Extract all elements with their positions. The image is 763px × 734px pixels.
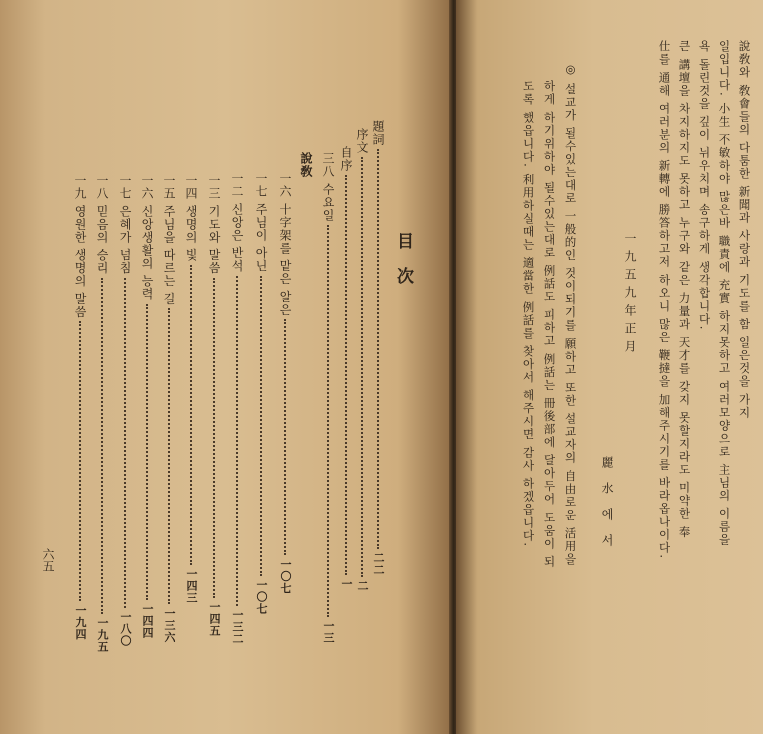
toc-entry[interactable]: 一三 기도와 말씀一四五 xyxy=(207,174,221,637)
preface-page xyxy=(456,0,763,734)
toc-entry[interactable]: 一六 신앙생활의 능력一四四 xyxy=(140,174,154,639)
toc-entry[interactable]: 一九 영원한 생명의 말씀一九四 xyxy=(73,174,87,641)
preface-paragraph: 큰 講壇을 차지하지도 못하고 누구와 같은 力量과 天才를 갖지 못할지라도 미약한 奉 xyxy=(677,40,692,539)
preface-paragraph: 욕 돌린것을 깊이 뉘우치며 송구하게 생각합니다. xyxy=(697,40,712,331)
preface-paragraph: 仕를 通해 여러분의 新轉에 勝答하고저 하오니 많은 鞭撻을 加해주시기를 바라옵나이다. xyxy=(657,40,672,560)
preface-note: 도록 했읍니다. 利用하실때는 適當한 例話를 찾아서 해주시면 감사 하겠읍니다. xyxy=(521,80,536,548)
toc-entry[interactable]: 一四 생명의 빛一四三 xyxy=(184,174,198,604)
toc-section-title: 說敎 xyxy=(299,152,313,178)
page-number: 六五 xyxy=(41,548,55,572)
preface-paragraph: 說敎와 敎會들의 다툼한 新聞과 사랑과 기도를 함 일은것을 가지 xyxy=(737,40,752,420)
toc-entry[interactable]: 序文二 xyxy=(355,128,369,592)
toc-entry[interactable]: 一六 十字架를 맡은 알은一〇七 xyxy=(278,172,292,595)
toc-entry[interactable]: 一二 신앙은 반석一三二 xyxy=(230,172,244,645)
preface-note: ◎ 설교가 될수있는대로 一般的인 것이되기를 願하고 또한 설교자의 自由로운 活用을 xyxy=(563,62,578,566)
toc-entry[interactable]: 三八 수요일一三 xyxy=(321,152,335,644)
preface-note: 하게 하기위하야 될수있는대로 例話도 피하고 例話는 冊後部에 달아두어 도움이 되 xyxy=(542,80,557,569)
toc-entry[interactable]: 一八 믿음의 승리一九五 xyxy=(95,174,109,653)
toc-heading: 目次 xyxy=(393,232,413,302)
toc-entry[interactable]: 一五 주님을 따르는 길一三六 xyxy=(162,174,176,644)
toc-entry[interactable]: 一七 은혜가 넘침一八〇 xyxy=(118,174,132,647)
preface-signature: 麗水에서 xyxy=(600,456,614,560)
toc-entry[interactable]: 一七 주님이 아닌一〇七 xyxy=(254,172,268,615)
toc-entry[interactable]: 自序一 xyxy=(339,146,353,590)
preface-date: 一九五九年正月 xyxy=(623,232,637,358)
toc-entry[interactable]: 題詞二二 xyxy=(371,120,385,576)
preface-paragraph: 일입니다. 小生 不敏하야 많은바 職責에 充實 하지못하고 여러모양으로 主님의 이름을 xyxy=(717,40,732,547)
